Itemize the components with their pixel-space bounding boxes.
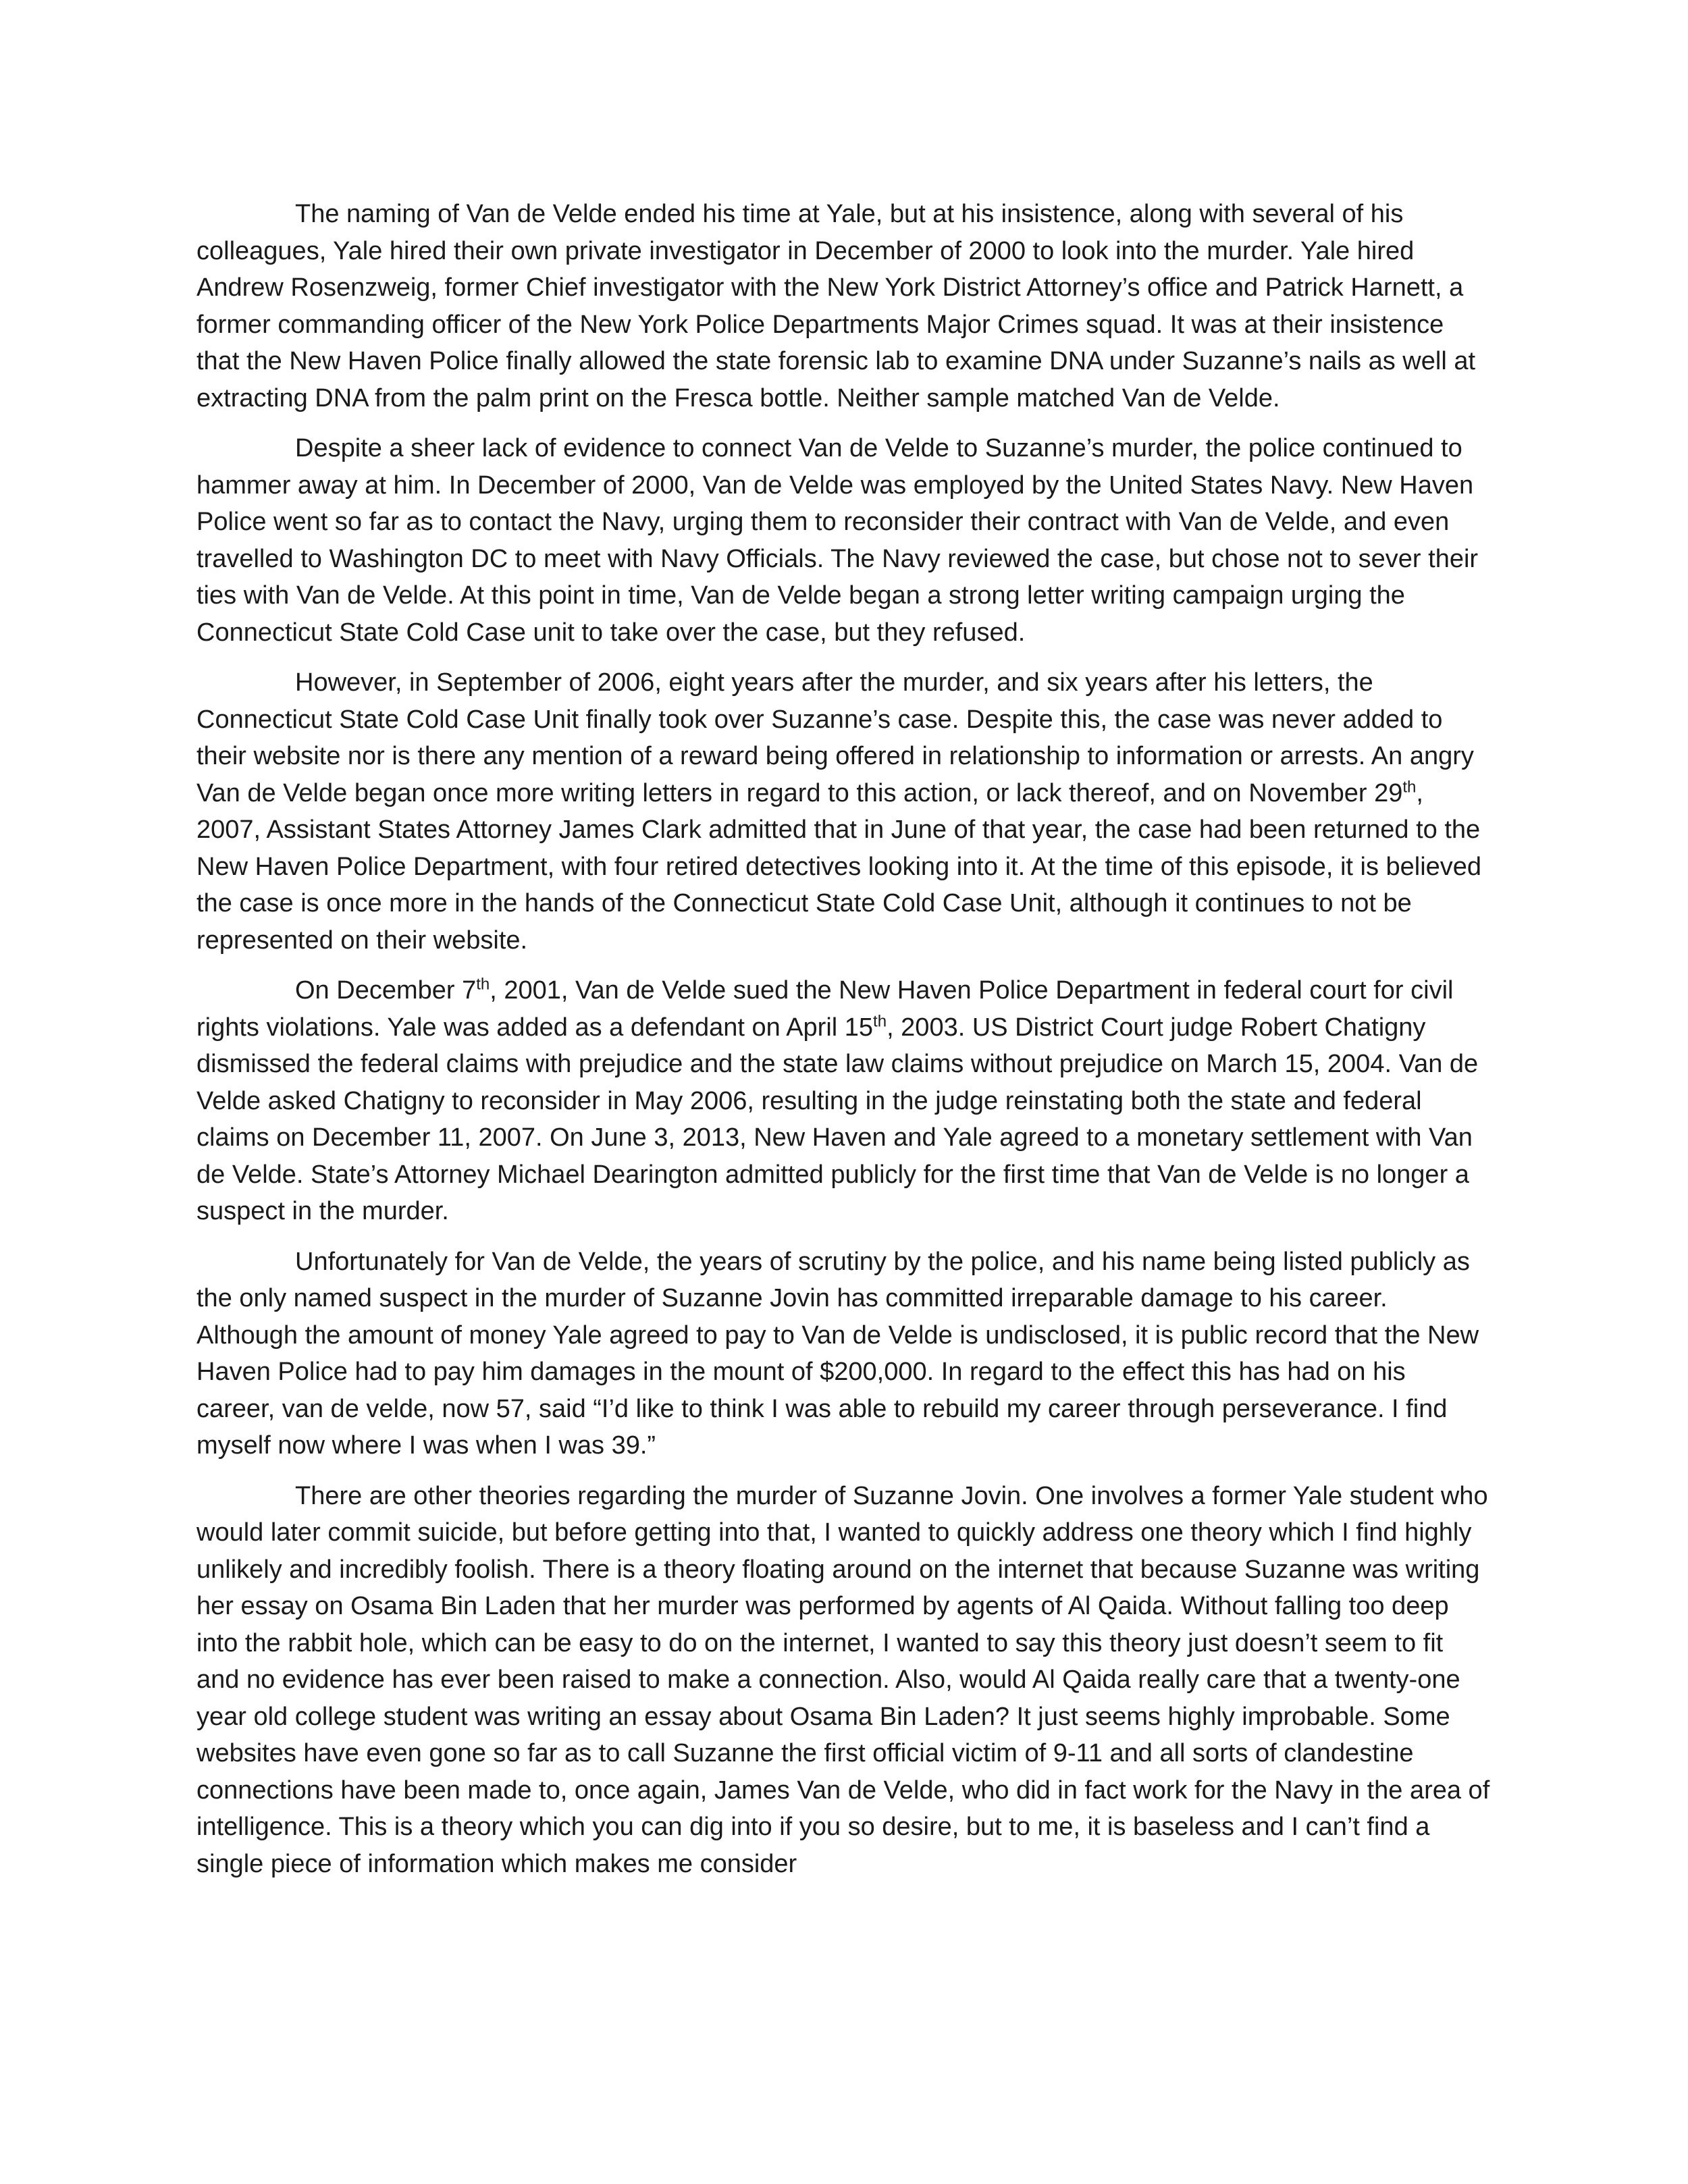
ordinal-suffix: th [873,1011,887,1030]
paragraph-text: , 2007, Assistant States Attorney James Clark admitted that in June of that year, the case had been returned to the New Haven Police Department, with four retired detectives looking into it. At the time of this episode, it is believed the case is once more in the hands of the Connecticut State Cold Case Unit, although it continues to not be represented on their website. [196,778,1482,955]
paragraph-4 [196,972,1490,1230]
ordinal-suffix: th [1402,777,1417,796]
paragraph-5 [196,1244,1490,1464]
paragraph-text: The naming of Van de Velde ended his time at Yale, but at his insistence, along with several of his colleagues, Yale hired their own private investigator in December of 2000 to look into the murder. Yale hired Andrew Rosenzweig, former Chief investigator with the New York District Attorney’s office and Patrick Harnett, a former commanding officer of the New York Police Departments Major Crimes squad. It was at their insistence that the New Haven Police finally allowed the state forensic lab to examine DNA under Suzanne’s nails as well at extracting DNA from the palm print on the Fresca bottle. Neither sample matched Van de Velde. [196,200,1476,412]
paragraph-text: Unfortunately for Van de Velde, the years of scrutiny by the police, and his name being listed publicly as the only named suspect in the murder of Suzanne Jovin has committed irreparable damage to his career. Although the amount of money Yale agreed to pay to Van de Velde is undisclosed, it is public record that the New Haven Police had to pay him damages in the mount of $200,000. In regard to the effect this has had on his career, van de velde, now 57, said “I’d like to think I was able to rebuild my career through perseverance. I find myself now where I was when I was 39.” [196,1247,1479,1460]
ordinal-suffix: th [476,975,490,994]
document-body [196,196,1490,1896]
paragraph-text: , 2001, Van de Velde sued the New Haven Police Department in federal court for civil rights violations. Yale was added as a defendant on April 15 [196,976,1454,1042]
paragraph-text: There are other theories regarding the murder of Suzanne Jovin. One involves a former Yale student who would later commit suicide, but before getting into that, I wanted to quickly address one theory which I find highly unlikely and incredibly foolish. There is a theory floating around on the internet that because Suzanne was writing her essay on Osama Bin Laden that her murder was performed by agents of Al Qaida. Without falling too deep into the rabbit hole, which can be easy to do on the internet, I wanted to say this theory just doesn’t seem to fit and no evidence has ever been raised to make a connection. Also, would Al Qaida really care that a twenty-one year old college student was writing an essay about Osama Bin Laden? It just seems highly improbable. Some websites have even gone so far as to call Suzanne the first official victim of 9-11 and all sorts of clandestine connections have been made to, once again, James Van de Velde, who did in fact work for the Navy in the area of intelligence. This is a theory which you can dig into if you so desire, but to me, it is baseless and I can’t find a single piece of information which makes me consider [196,1481,1490,1878]
paragraph-text: On December 7 [295,976,477,1005]
paragraph-text: However, in September of 2006, eight years after the murder, and six years after his letters, the Connecticut State Cold Case Unit finally took over Suzanne’s case. Despite this, the case was never added to their website nor is there any mention of a reward being offered in relationship to information or arrests. An angry Van de Velde began once more writing letters in regard to this action, or lack thereof, and on November 29 [196,668,1474,807]
paragraph-2 [196,430,1490,651]
paragraph-6 [196,1478,1490,1883]
paragraph-1 [196,196,1490,417]
paragraph-text: , 2003. US District Court judge Robert Chatigny dismissed the federal claims with prejudice and the state law claims without prejudice on March 15, 2004. Van de Velde asked Chatigny to reconsider in May 2006, resulting in the judge reinstating both the state and federal claims on December 11, 2007. On June 3, 2013, New Haven and Yale agreed to a monetary settlement with Van de Velde. State’s Attorney Michael Dearington admitted publicly for the first time that Van de Velde is no longer a suspect in the murder. [196,1013,1479,1225]
paragraph-text: Despite a sheer lack of evidence to connect Van de Velde to Suzanne’s murder, the police continued to hammer away at him. In December of 2000, Van de Velde was employed by the United States Navy. New Haven Police went so far as to contact the Navy, urging them to reconsider their contract with Van de Velde, and even travelled to Washington DC to meet with Navy Officials. The Navy reviewed the case, but chose not to sever their ties with Van de Velde. At this point in time, Van de Velde began a strong letter writing campaign urging the Connecticut State Cold Case unit to take over the case, but they refused. [196,434,1479,647]
paragraph-3 [196,664,1490,959]
